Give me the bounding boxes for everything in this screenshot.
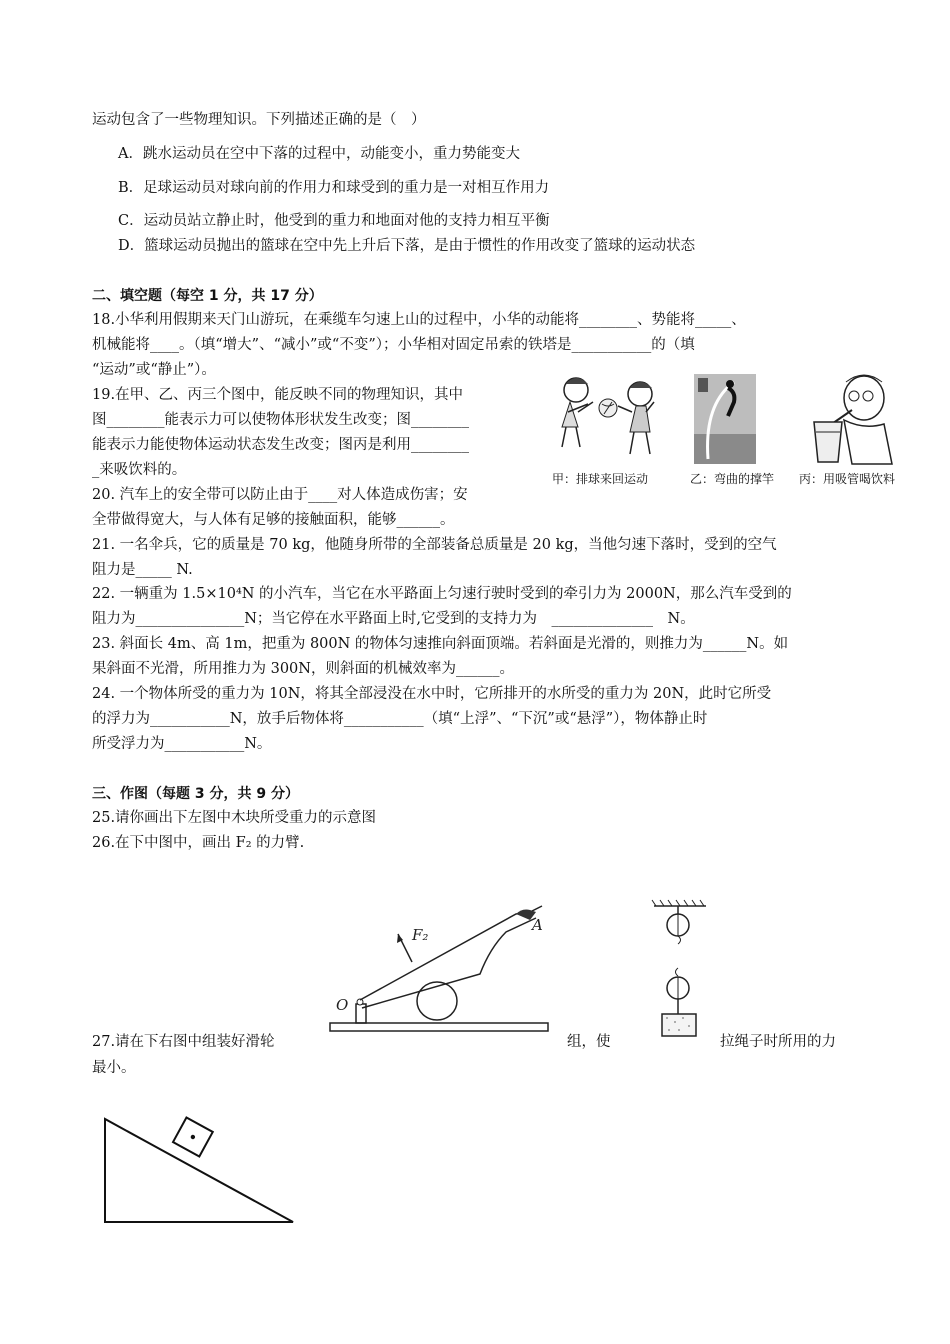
q19-line3: 能表示力能使物体运动状态发生改变；图丙是利用________	[92, 437, 469, 453]
q19-line1: 19.在甲、乙、丙三个图中，能反映不同的物理知识，其中	[92, 387, 464, 403]
q17-option-d: D．篮球运动员抛出的篮球在空中先上升后下落，是由于惯性的作用改变了篮球的运动状态	[118, 238, 696, 254]
q27-text-a: 27.请在下右图中组装好滑轮	[92, 1034, 275, 1050]
q18-line3: “运动”或“静止”）。	[92, 362, 216, 378]
q17-stem: 运动包含了一些物理知识。下列描述正确的是（ ）	[92, 112, 426, 128]
point-a-label: A	[532, 916, 543, 934]
q20-line1: 20. 汽车上的安全带可以防止由于____对人体造成伤害；安	[92, 487, 468, 503]
q26-text: 26.在下中图中，画出 F₂ 的力臂.	[92, 835, 305, 851]
q18-line1: 18.小华利用假期来天门山游玩，在乘缆车匀速上山的过程中，小华的动能将________、势能将_____、	[92, 312, 746, 328]
section3-heading: 三、作图（每题 3 分，共 9 分）	[92, 786, 299, 802]
lever-figure	[330, 898, 550, 1038]
q22-line2: 阻力为_______________N；当它停在水平路面上时,它受到的支持力为 ______________ N。	[92, 611, 695, 627]
q25-text: 25.请你画出下左图中木块所受重力的示意图	[92, 810, 377, 826]
incline-block-figure	[100, 1114, 300, 1226]
volleyball-figure	[548, 372, 673, 467]
q27-text-c: 拉绳子时所用的力	[720, 1034, 836, 1050]
q20-line2: 全带做得宽大，与人体有足够的接触面积，能够______。	[92, 512, 455, 528]
q21-line1: 21. 一名伞兵，它的质量是 70 kg，他随身所带的全部装备总质量是 20 kg，当他匀速下落时，受到的空气	[92, 537, 777, 553]
caption-jia: 甲：排球来回运动	[552, 472, 649, 486]
q17-option-c: C．运动员站立静止时，他受到的重力和地面对他的支持力相互平衡	[118, 213, 550, 229]
q23-line1: 23. 斜面长 4m、高 1m，把重为 800N 的物体匀速推向斜面顶端。若斜面是光滑的，则推力为______N。如	[92, 636, 789, 652]
q27-text-d: 最小。	[92, 1060, 136, 1076]
caption-bing: 丙：用吸管喝饮料	[799, 472, 896, 486]
q27-text-b: 组，使	[567, 1034, 611, 1050]
caption-yi: 乙：弯曲的撑竿	[690, 472, 775, 486]
pole-vault-figure	[694, 374, 756, 464]
q17-option-a: A．跳水运动员在空中下落的过程中，动能变小，重力势能变大	[118, 146, 520, 162]
q18-line2: 机械能将____。（填“增大”、“减小”或“不变”）；小华相对固定吊索的铁塔是___________的（填	[92, 337, 695, 353]
q19-line4: _来吸饮料的。	[92, 462, 187, 478]
q22-line1: 22. 一辆重为 1.5×10⁴N 的小汽车，当它在水平路面上匀速行驶时受到的牵引力为 2000N，那么汽车受到的	[92, 586, 792, 602]
section2-heading: 二、填空题（每空 1 分，共 17 分）	[92, 288, 323, 304]
force-label: F₂	[412, 926, 429, 944]
q23-line2: 果斜面不光滑，所用推力为 300N，则斜面的机械效率为______。	[92, 661, 514, 677]
q21-line2: 阻力是_____ N.	[92, 562, 193, 578]
q17-option-b: B．足球运动员对球向前的作用力和球受到的重力是一对相互作用力	[118, 180, 550, 196]
pivot-label: O	[336, 996, 349, 1014]
q24-line3: 所受浮力为___________N。	[92, 736, 272, 752]
q24-line1: 24. 一个物体所受的重力为 10N，将其全部浸没在水中时，它所排开的水所受的重力为 20N，此时它所受	[92, 686, 772, 702]
pulley-figure	[650, 900, 710, 1040]
q24-line2: 的浮力为___________N，放手后物体将___________（填“上浮”、“下沉”或“悬浮”），物体静止时	[92, 711, 708, 727]
straw-drinking-figure	[806, 372, 896, 467]
q19-line2: 图________能表示力可以使物体形状发生改变；图________	[92, 412, 469, 428]
